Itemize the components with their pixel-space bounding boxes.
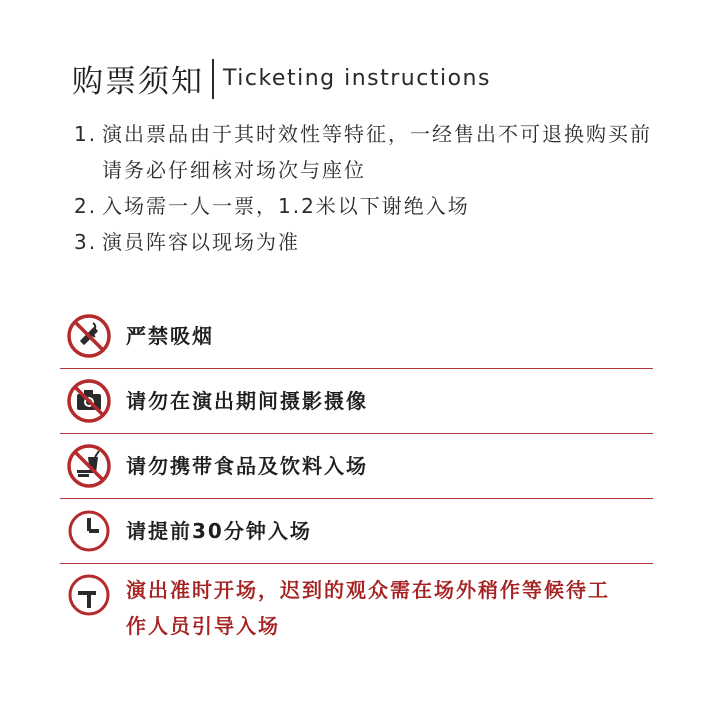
page-subtitle: Ticketing instructions — [223, 66, 491, 91]
note-item — [74, 116, 654, 188]
rule-text: 严禁吸烟 — [126, 324, 214, 348]
rule-text: 请提前30分钟入场 — [126, 519, 312, 543]
rule-text-warning: 演出准时开场，迟到的观众需在场外稍作等候待工作人员引导入场 — [126, 578, 610, 638]
title-divider — [212, 59, 214, 99]
page-header — [72, 56, 491, 101]
page-title: 购票须知 — [72, 64, 204, 100]
note-number: 3. — [74, 230, 98, 254]
rule-item — [60, 434, 653, 499]
no-camera-icon — [66, 378, 112, 424]
note-text: 入场需一人一票，1.2米以下谢绝入场 — [102, 194, 470, 218]
rules-list — [60, 304, 653, 644]
rule-item — [60, 499, 653, 564]
note-text: 演员阵容以现场为准 — [102, 230, 300, 254]
clock-icon — [66, 508, 112, 554]
note-number: 1. — [74, 122, 98, 146]
note-text: 演出票品由于其时效性等特征，一经售出不可退换购买前请务必仔细核对场次与座位 — [102, 122, 652, 182]
no-smoking-icon — [66, 313, 112, 359]
note-number: 2. — [74, 194, 98, 218]
clock-icon — [66, 572, 112, 618]
no-food-drink-icon — [66, 443, 112, 489]
note-item — [74, 224, 654, 260]
rule-text: 请勿在演出期间摄影摄像 — [126, 389, 368, 413]
note-item — [74, 188, 654, 224]
rule-item — [60, 304, 653, 369]
rule-item — [60, 369, 653, 434]
rule-text: 请勿携带食品及饮料入场 — [126, 454, 368, 478]
notes-list — [74, 116, 654, 260]
rule-item — [60, 564, 653, 644]
